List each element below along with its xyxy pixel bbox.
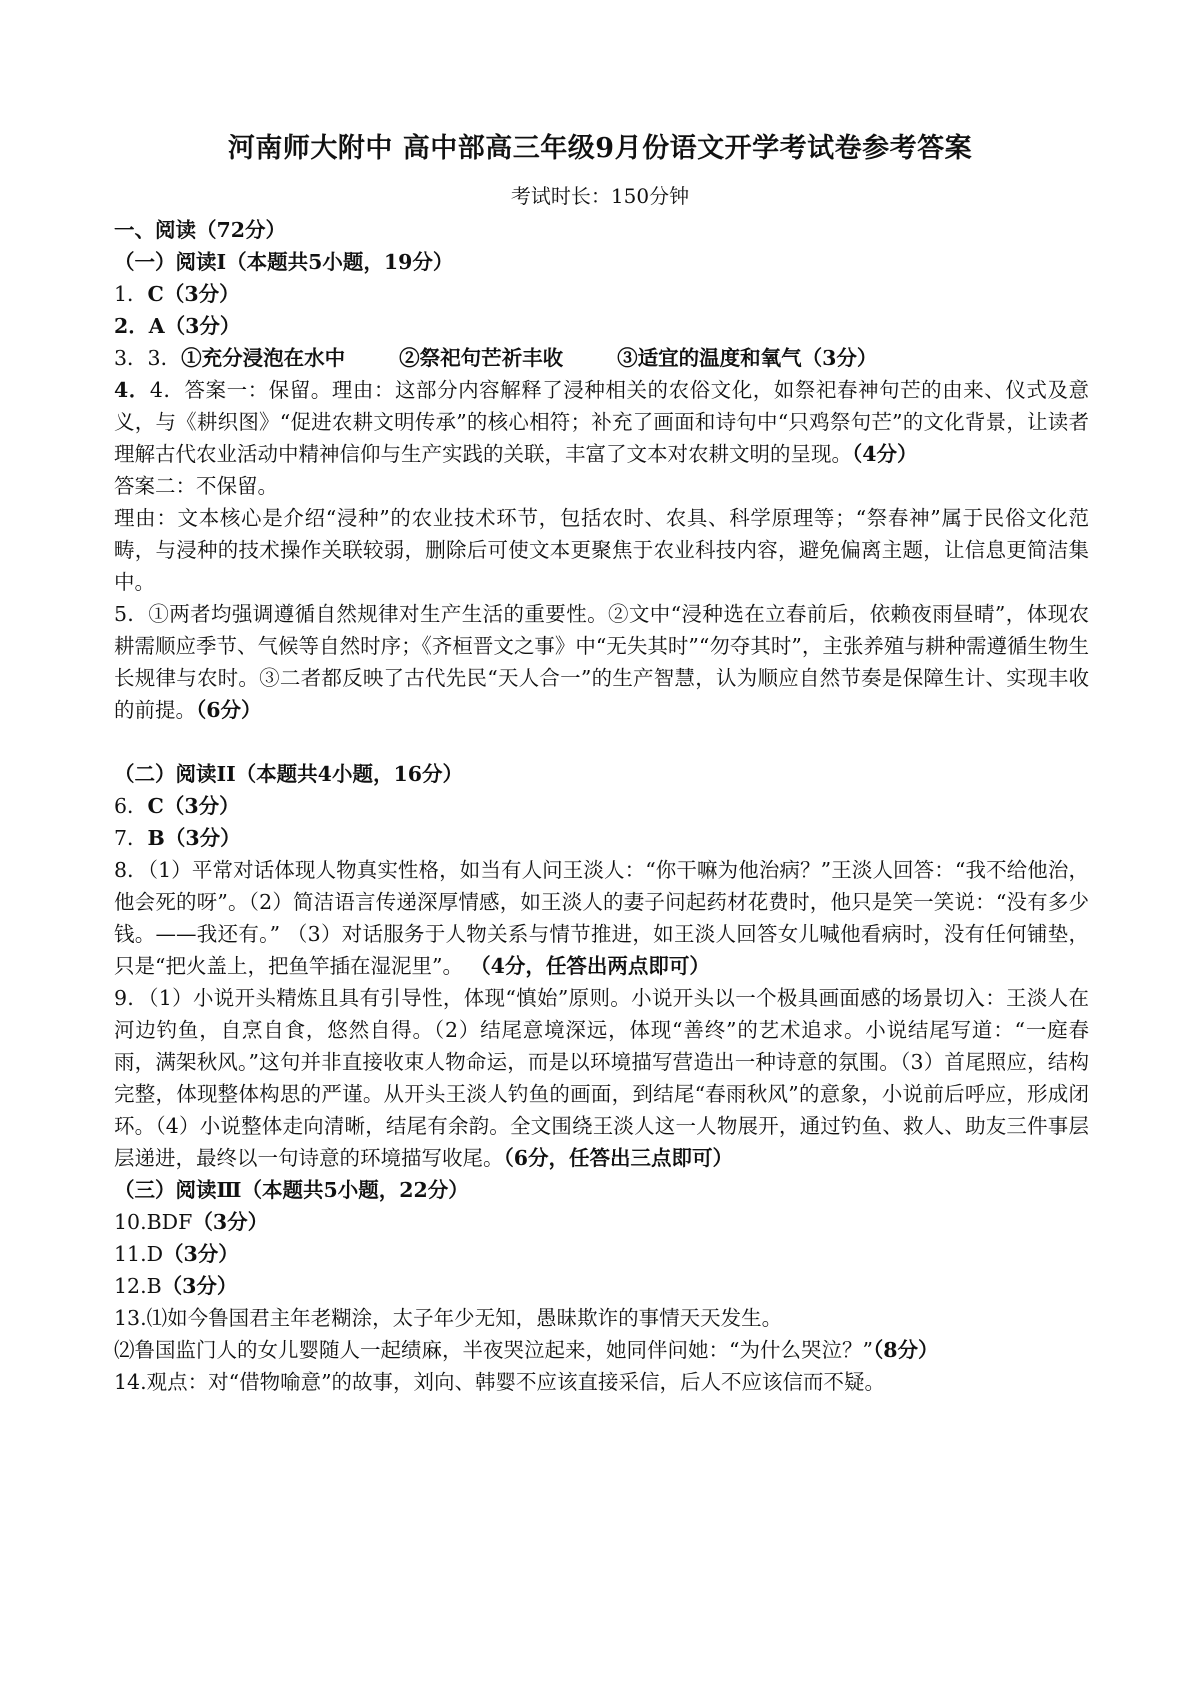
q4-number: 4． <box>114 378 150 402</box>
document-title: 河南师大附中 高中部高三年级9月份语文开学考试卷参考答案 <box>227 133 973 164</box>
subsection-reading-3: （三）阅读Ⅲ（本题共5小题，22分） <box>114 1178 469 1202</box>
q6-answer: C（3分） <box>147 794 240 818</box>
q13-score: （8分） <box>872 1338 939 1362</box>
answer-q2 <box>114 310 1089 342</box>
q3-point-c: ③适宜的温度和氧气（3分） <box>617 346 878 370</box>
exam-duration: 考试时长：150分钟 <box>510 184 690 208</box>
q8-text: 8．（1）平常对话体现人物真实性格，如当有人问王淡人：“你干嘛为他治病？”王淡人回答：“我不给他治，他会死的呀”。（2）简洁语言传递深厚情感，如王淡人的妻子问起药材花费时，他只是笑一笑说：“没有多少钱。——我还有。” （3）对话服务于人物关系与情节推进，如王淡人回答女儿喊他看病时，没有任何铺垫，只是“把火盖上，把鱼竿插在湿泥里”。 <box>114 858 1089 978</box>
q9-text: 9．（1）小说开头精炼且具有引导性，体现“慎始”原则。小说开头以一个极具画面感的场景切入：王淡人在河边钓鱼，自烹自食，悠然自得。（2）结尾意境深远，体现“善终”的艺术追求。小说结尾写道：“一庭春雨，满架秋风。”这句并非直接收束人物命运，而是以环境描写营造出一种诗意的氛围。（3）首尾照应，结构完整，体现整体构思的严谨。从开头王淡人钓鱼的画面，到结尾“春雨秋风”的意象，小说前后呼应，形成闭环。（4）小说整体走向清晰，结尾有余韵。全文围绕王淡人这一人物展开，通过钓鱼、救人、助友三件事层层递进，最终以一句诗意的环境描写收尾。 <box>114 986 1089 1170</box>
section-heading-reading: 一、阅读（72分） <box>114 218 287 242</box>
q8-score: （4分，任答出两点即可） <box>462 954 710 978</box>
q4-score: （4分） <box>852 442 918 466</box>
answer-q14: 14.观点：对“借物喻意”的故事，刘向、韩婴不应该直接采信，后人不应该信而不疑。 <box>114 1370 886 1394</box>
answer-q3 <box>114 342 1089 374</box>
q2-answer: A（3分） <box>148 314 241 338</box>
answer-q12 <box>114 1270 1089 1302</box>
q5-score: （6分） <box>196 698 262 722</box>
answer-q9 <box>114 982 1089 1174</box>
answer-q4 <box>114 374 1089 470</box>
subsection-reading-1: （一）阅读Ⅰ（本题共5小题，19分） <box>114 250 454 274</box>
q4-alt-label: 答案二：不保留。 <box>114 474 278 498</box>
q1-number: 1． <box>114 282 148 306</box>
q3-number: 3．3． <box>114 346 182 370</box>
answer-q7 <box>114 822 1089 854</box>
answer-q8 <box>114 854 1089 982</box>
answer-q13-part1: 13.⑴如今鲁国君主年老糊涂，太子年少无知，愚昧欺诈的事情天天发生。 <box>114 1306 783 1330</box>
answer-content <box>114 214 1089 1398</box>
q11-score: （3分） <box>163 1242 239 1266</box>
q4-text: 4．答案一：保留。理由：这部分内容解释了浸种相关的农俗文化，如祭祀春神句芒的由来、仪式及意义，与《耕织图》“促进农耕文明传承”的核心相符；补充了画面和诗句中“只鸡祭句芒”的文化背景，让读者理解古代农业活动中精神信仰与生产实践的关联，丰富了文本对农耕文明的呈现。 <box>114 378 1089 466</box>
answer-q13-part2 <box>114 1334 1089 1366</box>
q1-answer: C（3分） <box>147 282 240 306</box>
spacer <box>114 726 1089 758</box>
answer-q11 <box>114 1238 1089 1270</box>
q10-score: （3分） <box>192 1210 269 1234</box>
q3-point-b: ②祭祀句芒祈丰收 <box>399 346 564 370</box>
q6-number: 6． <box>114 794 148 818</box>
q12-number: 12.B <box>114 1274 162 1298</box>
subsection-reading-2: （二）阅读II（本题共4小题，16分） <box>114 762 463 786</box>
q4-alt-text: 理由：文本核心是介绍“浸种”的农业技术环节，包括农时、农具、科学原理等；“祭春神”属于民俗文化范畴，与浸种的技术操作关联较弱，删除后可使文本更聚焦于农业科技内容，避免偏离主题，让信息更简洁集中。 <box>114 506 1089 594</box>
answer-q5 <box>114 598 1089 726</box>
q13-part2-text: ⑵鲁国监门人的女儿婴随人一起绩麻，半夜哭泣起来，她同伴问她：“为什么哭泣？” <box>114 1338 873 1362</box>
q10-number: 10.BDF <box>114 1210 193 1234</box>
answer-q1 <box>114 278 1089 310</box>
q7-number: 7． <box>114 826 148 850</box>
q3-point-a: ①充分浸泡在水中 <box>181 346 346 370</box>
q5-text: 5．①两者均强调遵循自然规律对生产生活的重要性。②文中“浸种选在立春前后，依赖夜雨昼晴”，体现农耕需顺应季节、气候等自然时序；《齐桓晋文之事》中“无失其时”“勿夺其时”，主张养殖与耕种需遵循生物生长规律与农时。③二者都反映了古代先民“天人合一”的生产智慧，认为顺应自然节奏是保障生计、实现丰收的前提。 <box>114 602 1089 722</box>
q12-score: （3分） <box>161 1274 238 1298</box>
answer-q6 <box>114 790 1089 822</box>
q11-number: 11.D <box>114 1242 164 1266</box>
answer-q10 <box>114 1206 1089 1238</box>
q9-score: （6分，任答出三点即可） <box>503 1146 734 1170</box>
q7-answer: B（3分） <box>147 826 241 850</box>
q2-number: 2． <box>114 314 149 338</box>
